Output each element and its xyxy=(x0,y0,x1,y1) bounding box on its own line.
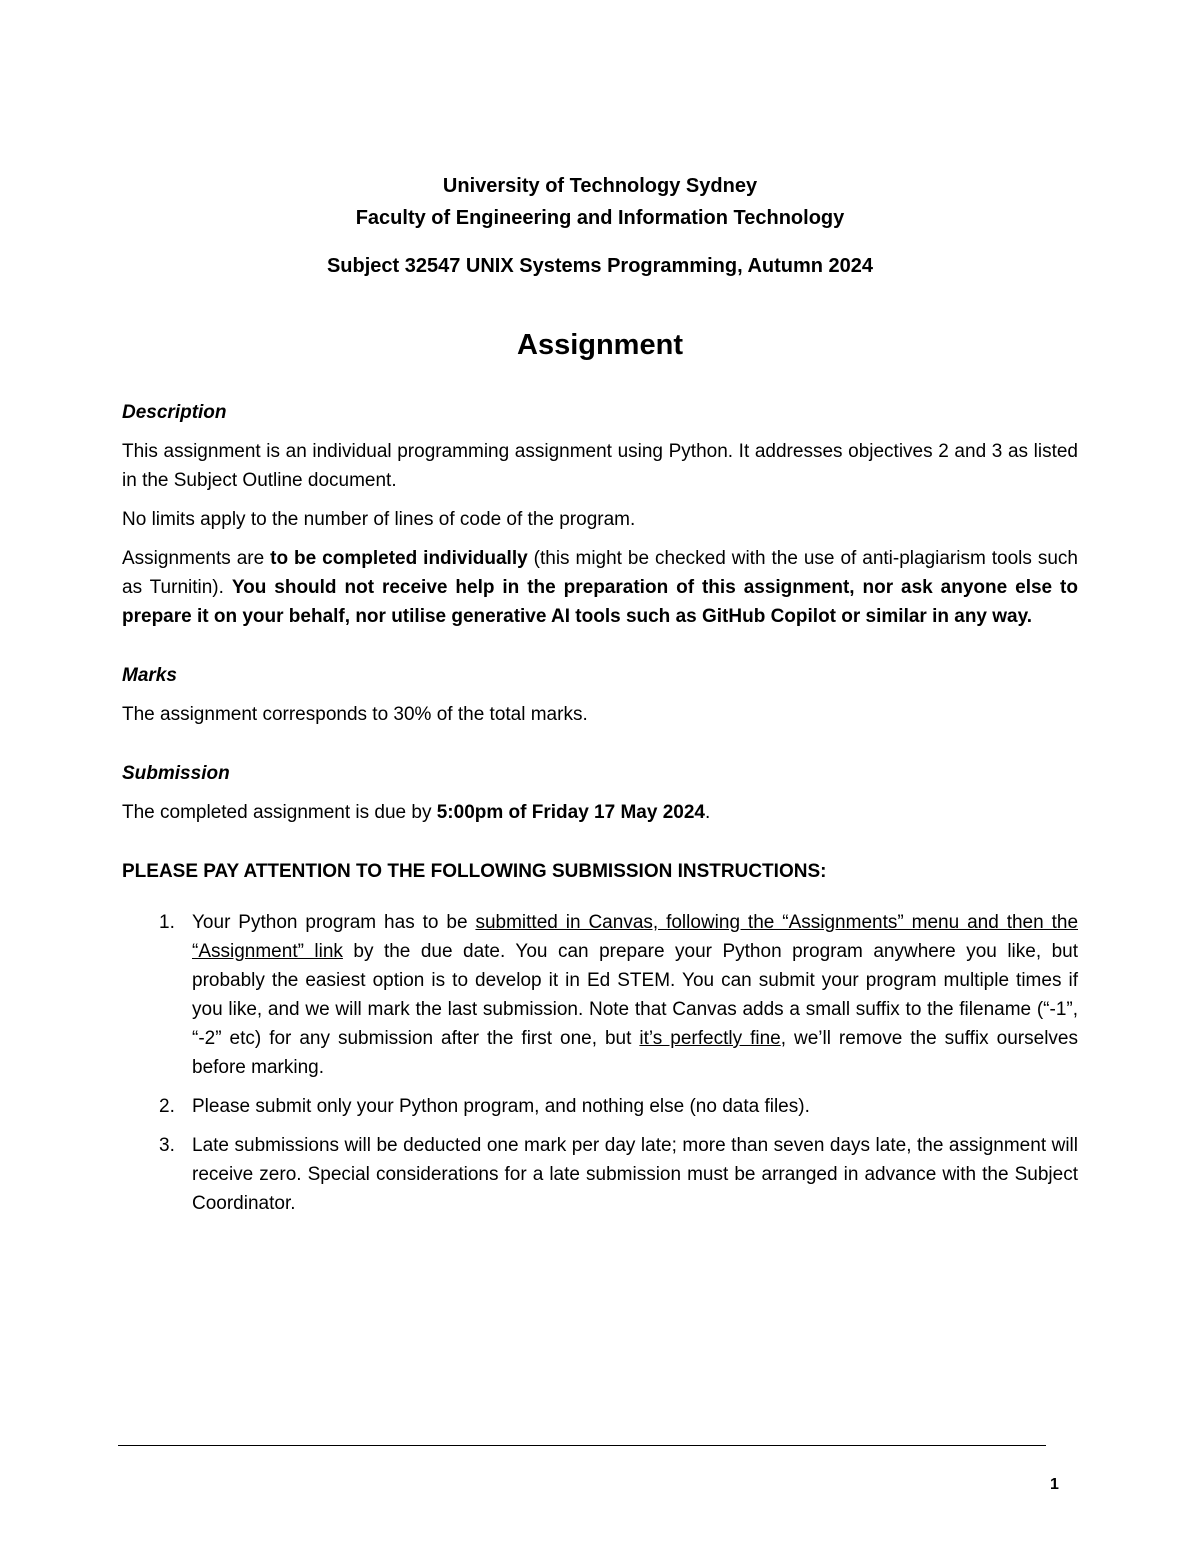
marks-heading: Marks xyxy=(122,665,177,686)
description-p3-text-2: (this might be checked with the use of anti-plagiarism tools such as Turnitin). xyxy=(122,548,1078,598)
description-p3-text-1: Assignments are xyxy=(122,548,271,569)
item-1-text-c: , we’ll remove the suffix ourselves before marking. xyxy=(192,1028,1078,1078)
due-text-before: The completed assignment is due by xyxy=(122,802,437,823)
list-item xyxy=(122,1092,1078,1121)
description-paragraph-2: No limits apply to the number of lines of code of the program. xyxy=(122,509,636,530)
item-3-text: Late submissions will be deducted one mark per day late; more than seven days late, the assignment will receive zero. Special considerations for a late submission must be arranged in advance with the Subject Coordinator. xyxy=(192,1135,1078,1214)
item-1-text-b: by the due date. You can prepare your Python program anywhere you like, but probably the easiest option is to develop it in Ed STEM. You can submit your program multiple times if you like, and we will mark the last submission. Note that Canvas adds a small suffix to the filename (“-1”, “-2” etc) for any submission after the first one, but xyxy=(192,941,1078,1049)
university-name: University of Technology Sydney xyxy=(442,175,758,197)
due-date: 5:00pm of Friday 17 May 2024 xyxy=(436,802,705,823)
canvas-instructions-underlined: submitted in Canvas, following the “Assignments” menu and then the “Assignment” link xyxy=(192,912,1079,962)
page-title: Assignment xyxy=(517,329,683,361)
submission-heading: Submission xyxy=(122,763,230,784)
due-text-after: . xyxy=(704,802,711,823)
list-item xyxy=(122,1131,1078,1218)
item-1-text-a: Your Python program has to be xyxy=(192,912,476,933)
item-2-text: Please submit only your Python program, and nothing else (no data files). xyxy=(192,1096,810,1117)
list-item-number: 2. xyxy=(159,1096,175,1117)
description-p3-bold-2: You should not receive help in the preparation of this assignment, nor ask anyone else to prepare it on your behalf, nor utilise generative AI tools such as GitHub Copilot or similar in any way. xyxy=(122,577,1078,627)
faculty-name: Faculty of Engineering and Information Technology xyxy=(355,207,845,229)
list-item-number: 3. xyxy=(159,1135,175,1156)
page-number: 1 xyxy=(1050,1476,1059,1493)
submission-instructions-heading: PLEASE PAY ATTENTION TO THE FOLLOWING SUBMISSION INSTRUCTIONS: xyxy=(122,861,827,882)
marks-paragraph: The assignment corresponds to 30% of the total marks. xyxy=(122,704,588,725)
description-paragraph-3 xyxy=(122,544,1078,631)
description-heading: Description xyxy=(122,402,227,423)
list-item-number: 1. xyxy=(159,912,175,933)
submission-due-paragraph xyxy=(122,798,1078,827)
submission-instructions-list xyxy=(122,908,1078,1218)
description-paragraph-1: This assignment is an individual programming assignment using Python. It addresses objectives 2 and 3 as listed in the Subject Outline document. xyxy=(122,441,1078,491)
subject-line: Subject 32547 UNIX Systems Programming, Autumn 2024 xyxy=(326,255,874,277)
footer-divider xyxy=(118,1445,1046,1446)
description-p3-bold-1: to be completed individually xyxy=(270,548,528,569)
perfectly-fine-underlined: it’s perfectly fine xyxy=(639,1028,781,1049)
document-header xyxy=(0,170,1200,282)
list-item xyxy=(122,908,1078,1082)
document-body xyxy=(122,398,1078,1228)
